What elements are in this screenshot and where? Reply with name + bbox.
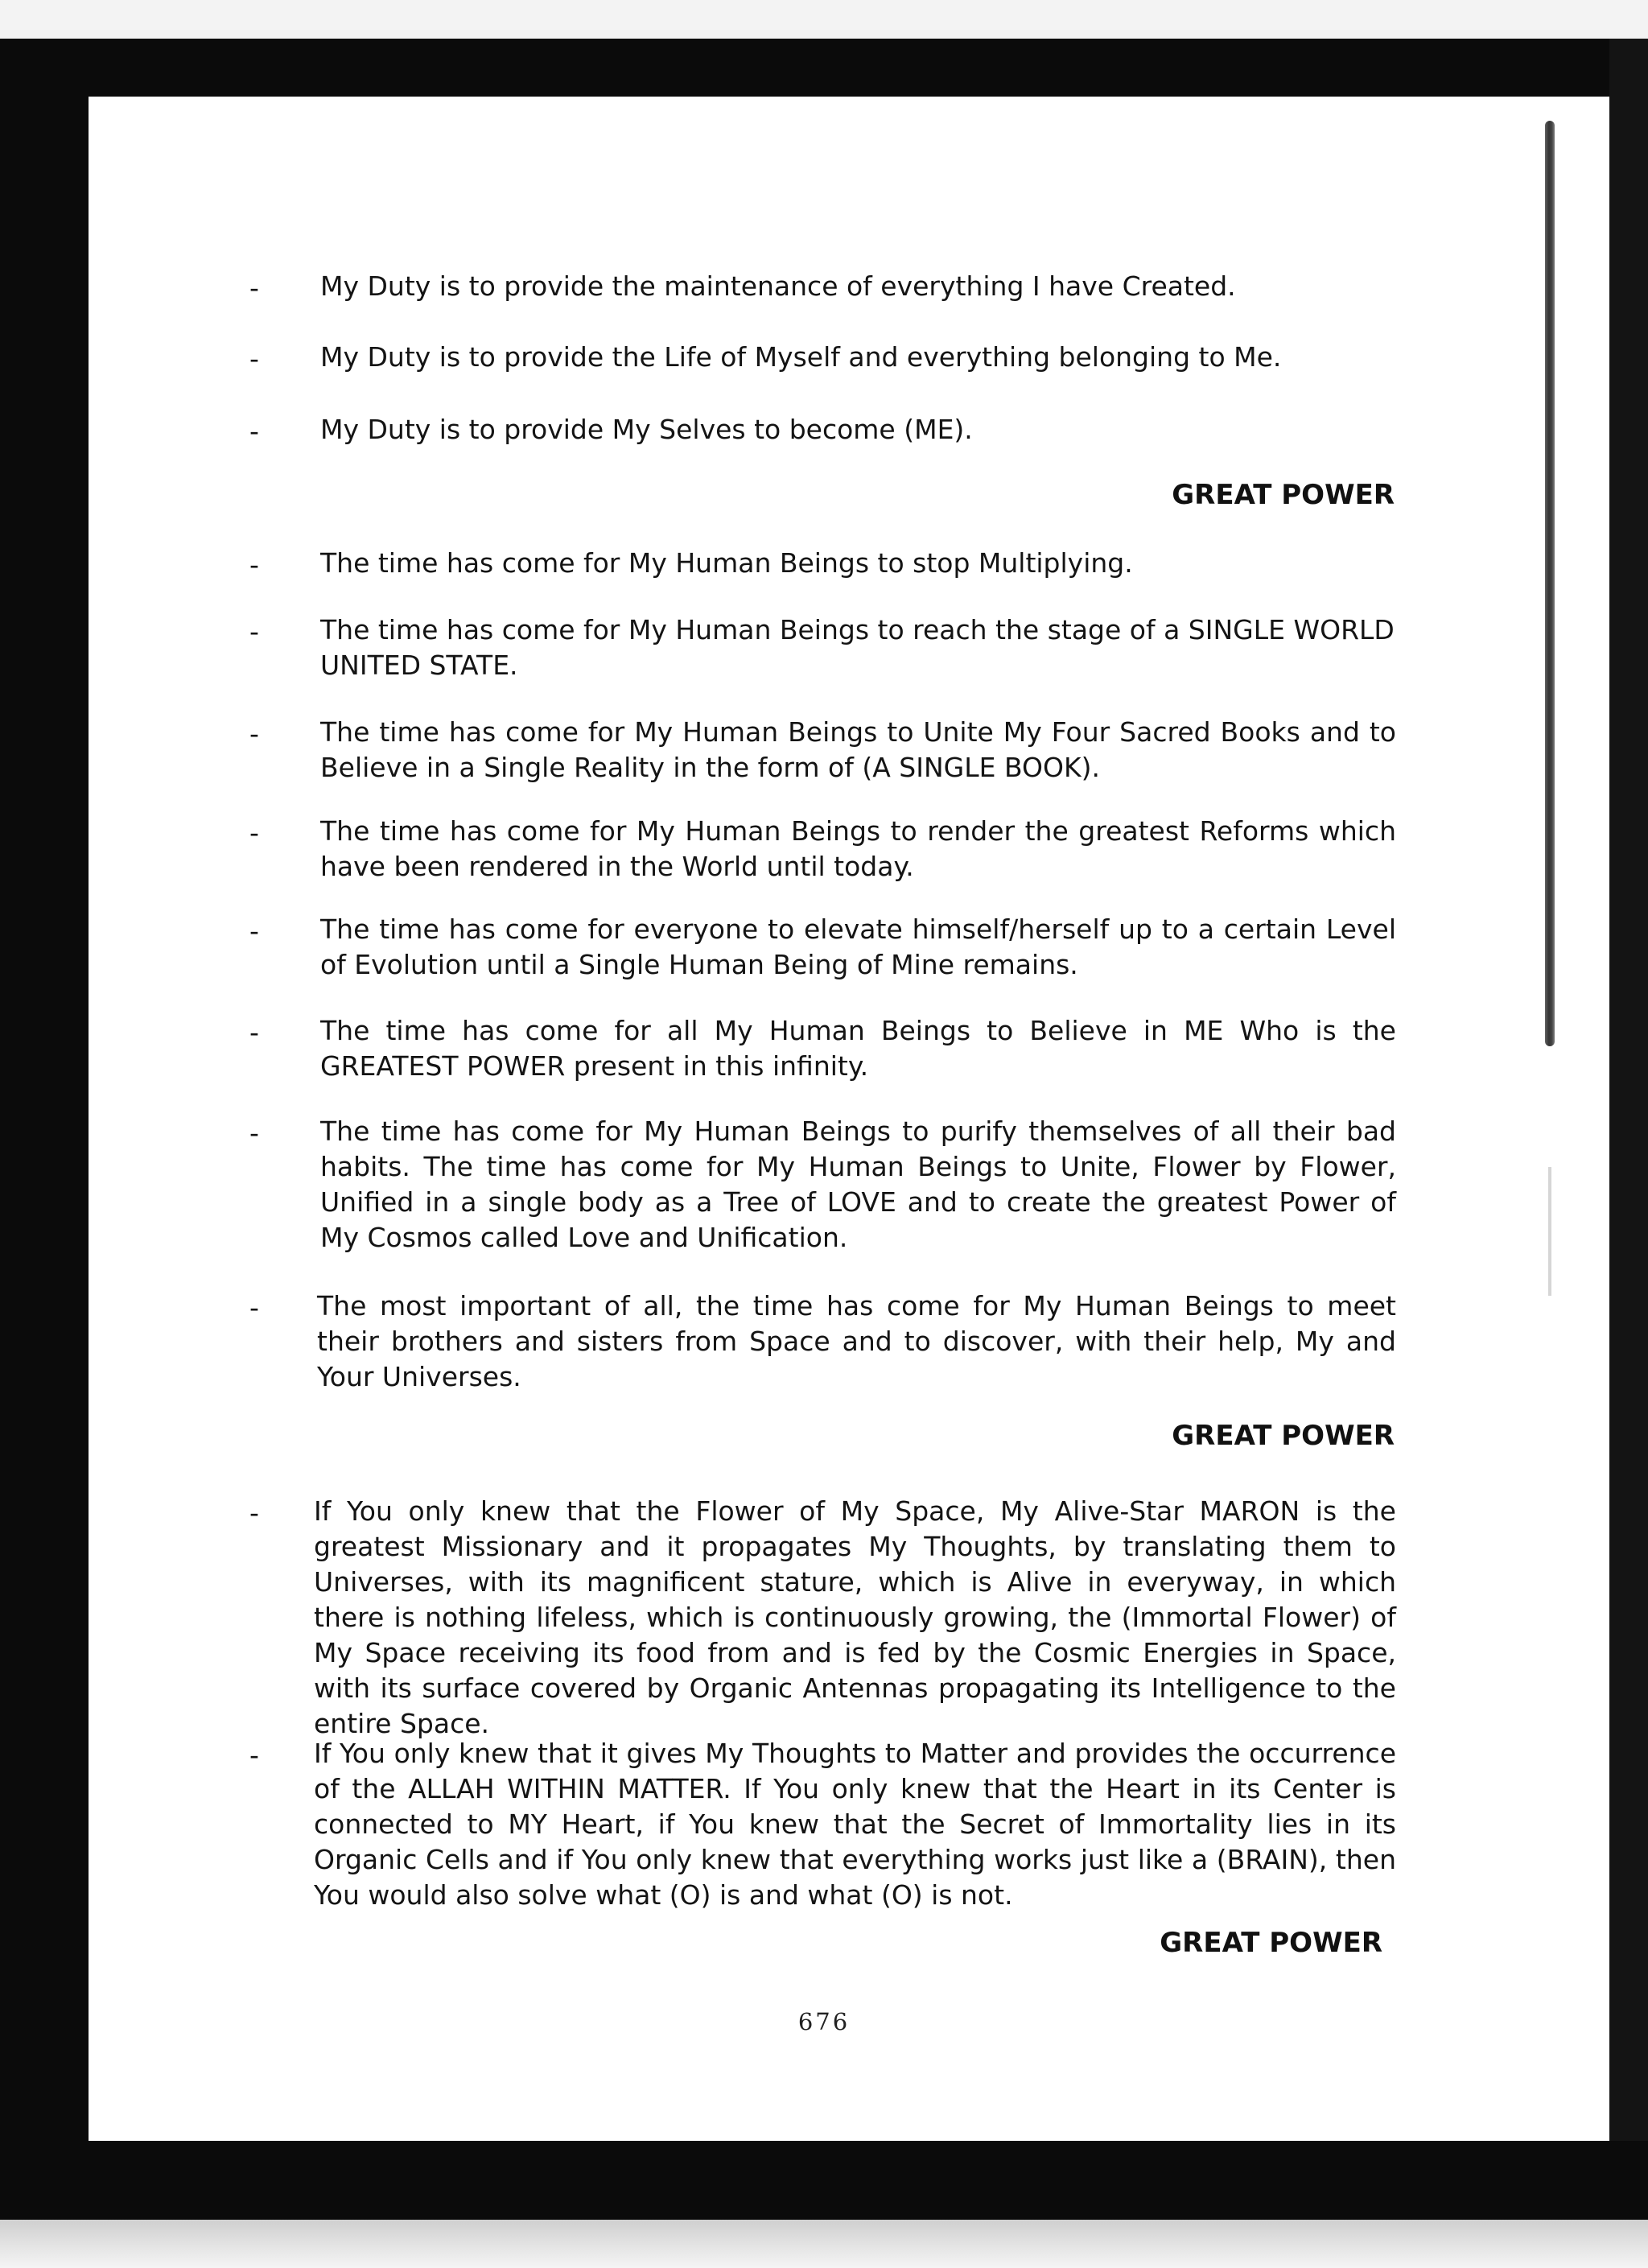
bullet-dash: - xyxy=(249,1292,259,1323)
bullet-dash: - xyxy=(249,616,259,647)
time-item-3: The time has come for My Human Beings to Unite My Four Sacred Books and to Believe in a Single Reality in the form of (A SINGLE BOOK). xyxy=(320,716,1396,783)
scan-border-left xyxy=(0,39,89,2212)
knew-item-2: If You only knew that it gives My Thoughts to Matter and provides the occurrence of the ALLAH WITHIN MATTER. If You only knew that the Heart in its Center is connected to MY Heart, if You knew that the Secret of Immortality lies in its Organic Cells and if You only knew that everything works just like a (BRAIN), then You would also solve what (O) is and what (O) is not. xyxy=(314,1738,1396,1911)
bullet-dash: - xyxy=(249,1016,259,1048)
bullet-dash: - xyxy=(249,343,259,374)
scan-border-top xyxy=(0,39,1648,97)
bullet-dash: - xyxy=(249,1739,259,1771)
bullet-dash: - xyxy=(249,272,259,303)
scan-bottom-edge xyxy=(0,2220,1648,2268)
time-item-8: The most important of all, the time has come for My Human Beings to meet their brothers and sisters from Space and to discover, with their help, My and Your Universes. xyxy=(317,1290,1396,1392)
time-item-1: The time has come for My Human Beings to stop Multiplying. xyxy=(320,547,1133,579)
section-heading: GREAT POWER xyxy=(1160,1927,1382,1959)
bullet-dash: - xyxy=(249,915,259,946)
duty-item-1: My Duty is to provide the maintenance of everything I have Created. xyxy=(320,270,1236,302)
duty-item-3: My Duty is to provide My Selves to become (ME). xyxy=(320,414,973,445)
bullet-dash: - xyxy=(249,415,259,447)
time-item-4: The time has come for My Human Beings to render the greatest Reforms which have been rendered in the World until today. xyxy=(320,815,1396,882)
time-item-7: The time has come for My Human Beings to purify themselves of all their bad habits. The time has come for My Human Beings to Unite, Flower by Flower, Unified in a single body as a Tree of LOVE and to create the greatest Power of My Cosmos called Love and Unification. xyxy=(320,1115,1396,1253)
scan-border-bottom xyxy=(0,2141,1648,2220)
bullet-dash: - xyxy=(249,1497,259,1528)
time-item-2: The time has come for My Human Beings to reach the stage of a SINGLE WORLD UNITED STATE. xyxy=(320,614,1395,681)
section-heading: GREAT POWER xyxy=(1172,1420,1395,1452)
bullet-dash: - xyxy=(249,718,259,749)
time-item-6: The time has come for all My Human Beings to Believe in ME Who is the GREATEST POWER present in this infinity. xyxy=(320,1015,1396,1082)
binding-mark xyxy=(1548,1167,1551,1296)
binding-shadow xyxy=(1545,121,1555,1046)
knew-item-1: If You only knew that the Flower of My Space, My Alive-Star MARON is the greatest Missionary and it propagates My Thoughts, by translating them to Universes, with its magnificent stature, which is Alive in everyway, in which there is nothing lifeless, which is continuously growing, the (Immortal Flower) of My Space receiving its food from and is fed by the Cosmic Energies in Space, with its surface covered by Organic Antennas propagating its Intelligence to the entire Space. xyxy=(314,1495,1396,1739)
section-heading: GREAT POWER xyxy=(1172,479,1395,511)
page-number: 676 xyxy=(797,2008,851,2035)
bullet-dash: - xyxy=(249,549,259,580)
bullet-dash: - xyxy=(249,817,259,848)
time-item-5: The time has come for everyone to elevate himself/herself up to a certain Level of Evolution until a Single Human Being of Mine remains. xyxy=(320,913,1396,980)
duty-item-2: My Duty is to provide the Life of Myself and everything belonging to Me. xyxy=(320,341,1282,373)
scan-border-right xyxy=(1609,39,1648,2212)
bullet-dash: - xyxy=(249,1117,259,1148)
